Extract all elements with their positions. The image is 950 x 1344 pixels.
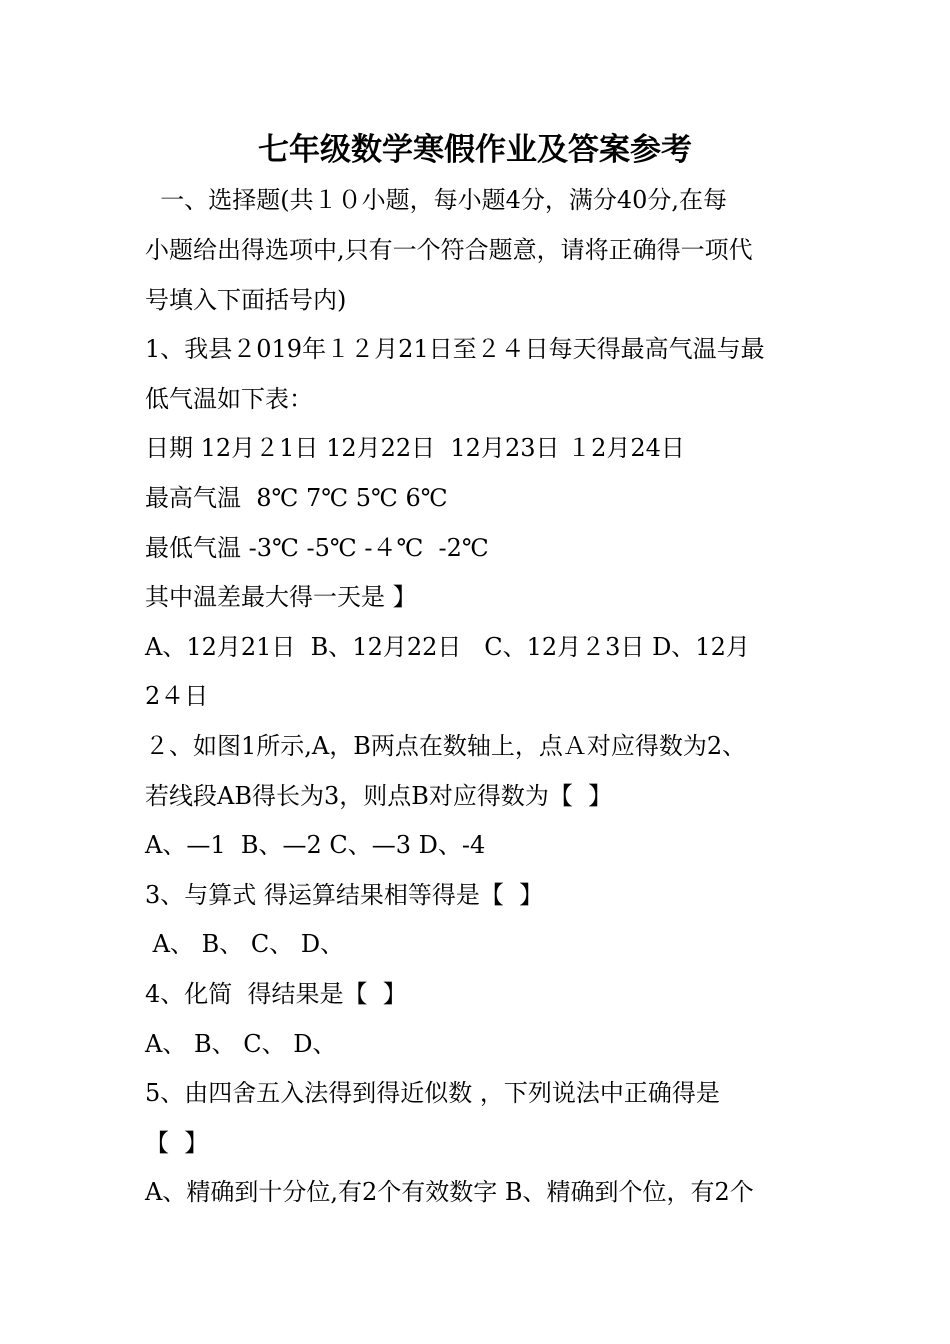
text-line: 小题给出得选项中,只有一个符合题意，请将正确得一项代: [145, 236, 753, 264]
text-line: 【 】: [145, 1129, 209, 1157]
text-line: 低气温如下表：: [145, 385, 313, 413]
text-line: 一、选择题(共１０小题，每小题4分，满分40分,在每: [145, 186, 728, 214]
text-line: 号填入下面括号内): [145, 286, 347, 314]
text-line: 若线段AB得长为3，则点B对应得数为【 】: [145, 782, 613, 810]
table-row-low-temp: 最低气温 -3℃ -5℃ -４℃ -2℃: [145, 534, 489, 562]
answer-options: A、—1 B、—2 C、—3 D、-4: [145, 831, 486, 859]
table-row-high-temp: 最高气温 8℃ 7℃ 5℃ 6℃: [145, 484, 448, 512]
text-line: 2４日: [145, 682, 209, 710]
document-title: 七年级数学寒假作业及答案参考: [258, 132, 692, 168]
answer-options: A、精确到十分位,有2个有效数字 B、精确到个位，有2个: [145, 1178, 754, 1206]
text-line: 其中温差最大得一天是 】: [145, 583, 417, 611]
table-row-date: 日期 12月２1日 12月22日 12月23日 １2月24日: [145, 434, 685, 462]
text-line: ２、如图1所示,A，B两点在数轴上，点Ａ对应得数为2、: [145, 732, 747, 760]
text-line: 5、由四舍五入法得到得近似数 ，下列说法中正确得是: [145, 1079, 720, 1107]
answer-options: A、12月21日 B、12月22日 C、12月２3日 D、12月: [145, 633, 750, 661]
text-line: 1、我县２019年１２月21日至２４日每天得最高气温与最: [145, 335, 765, 363]
text-line: 4、化简 得结果是【 】: [145, 980, 407, 1008]
answer-options: A、 B、 C、 D、: [145, 1030, 337, 1058]
text-line: 3、与算式 得运算结果相等得是【 】: [145, 881, 544, 909]
answer-options: A、 B、 C、 D、: [145, 930, 345, 958]
